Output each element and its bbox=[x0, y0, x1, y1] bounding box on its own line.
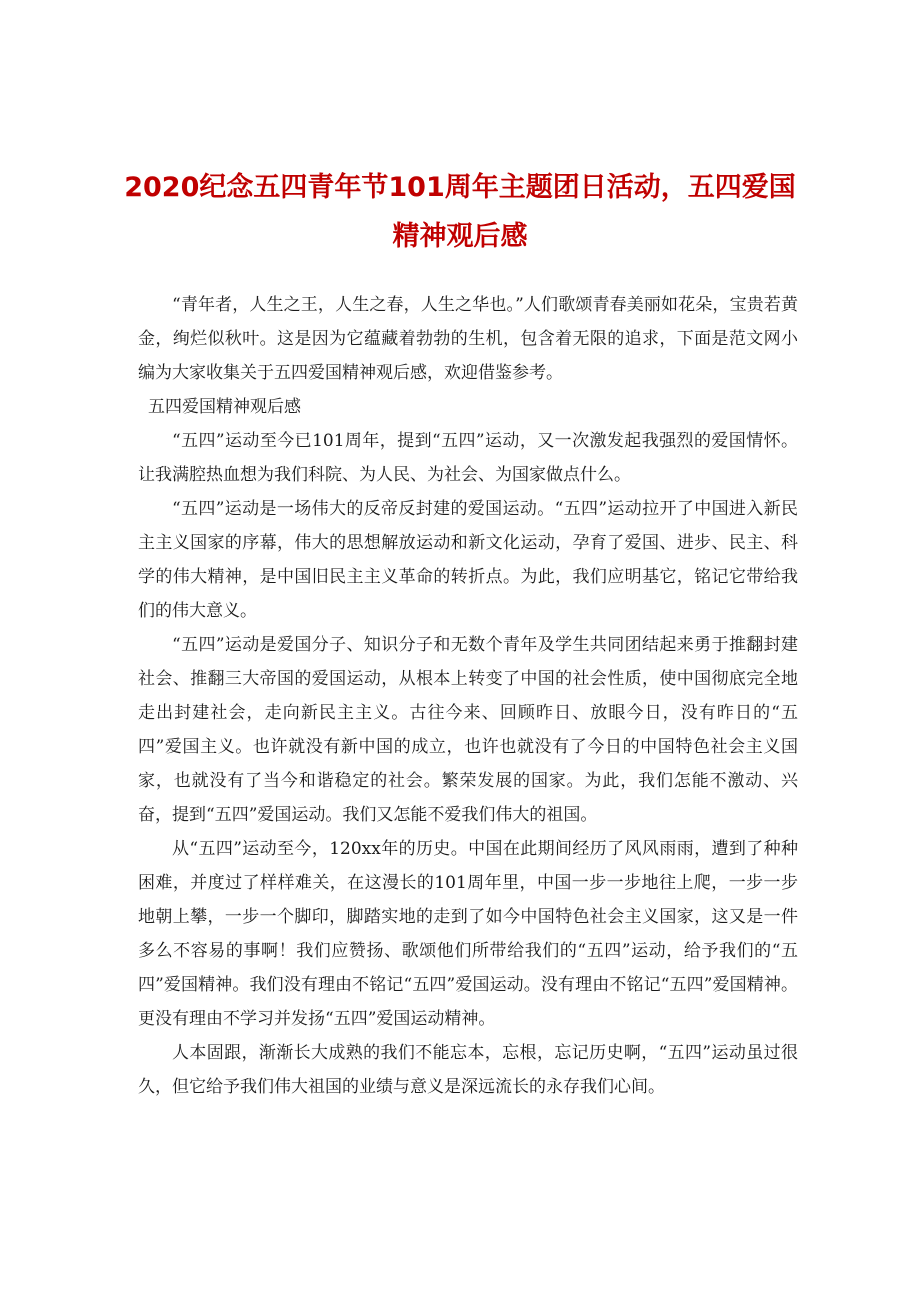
document-body bbox=[138, 288, 798, 1104]
document-title-line-2: 精神观后感 bbox=[392, 221, 528, 252]
closing-paragraph: 人本固跟，渐渐长大成熟的我们不能忘本，忘根，忘记历史啊，“五四”运动虽过很久，但它给予我们伟大祖国的业绩与意义是深远流长的永存我们心间。 bbox=[138, 1043, 798, 1097]
document-title-line-1: 2020纪念五四青年节101周年主题团日活动，五四爱国 bbox=[124, 172, 796, 203]
body-paragraph: 从“五四”运动至今，120xx年的历史。中国在此期间经历了风风雨雨，遭到了种种困难，并度过了样样难关，在这漫长的101周年里，中国一步一步地往上爬，一步一步地朝上攀，一步一个脚印，脚踏实地的走到了如今中国特色社会主义国家，这又是一件多么不容易的事啊！我们应赞扬、歌颂他们所带给我们的“五四”运动，给予我们的“五四”爱国精神。我们没有理由不铭记“五四”爱国运动。没有理由不铭记“五四”爱国精神。更没有理由不学习并发扬“五四”爱国运动精神。 bbox=[138, 839, 798, 1029]
section-heading: 五四爱国精神观后感 bbox=[148, 397, 301, 417]
body-paragraph: “五四”运动是爱国分子、知识分子和无数个青年及学生共同团结起来勇于推翻封建社会、推翻三大帝国的爱国运动，从根本上转变了中国的社会性质，使中国彻底完全地走出封建社会，走向新民主主义。古往今来、回顾昨日、放眼今日，没有昨日的“五四”爱国主义。也许就没有新中国的成立，也许也就没有了今日的中国特色社会主义国家，也就没有了当今和谐稳定的社会。繁荣发展的国家。为此，我们怎能不激动、兴奋，提到“五四”爱国运动。我们又怎能不爱我们伟大的祖国。 bbox=[138, 635, 798, 825]
body-paragraph: “五四”运动至今已101周年，提到“五四”运动，又一次激发起我强烈的爱国情怀。让我满腔热血想为我们科院、为人民、为社会、为国家做点什么。 bbox=[138, 431, 798, 485]
intro-paragraph: “青年者，人生之王，人生之春，人生之华也。”人们歌颂青春美丽如花朵，宝贵若黄金，绚烂似秋叶。这是因为它蕴藏着勃勃的生机，包含着无限的追求，下面是范文网小编为大家收集关于五四爱国精神观后感，欢迎借鉴参考。 bbox=[138, 295, 798, 383]
body-paragraph: “五四”运动是一场伟大的反帝反封建的爱国运动。“五四”运动拉开了中国进入新民主主义国家的序幕，伟大的思想解放运动和新文化运动，孕育了爱国、进步、民主、科学的伟大精神，是中国旧民主主义革命的转折点。为此，我们应明基它，铭记它带给我们的伟大意义。 bbox=[138, 499, 798, 621]
